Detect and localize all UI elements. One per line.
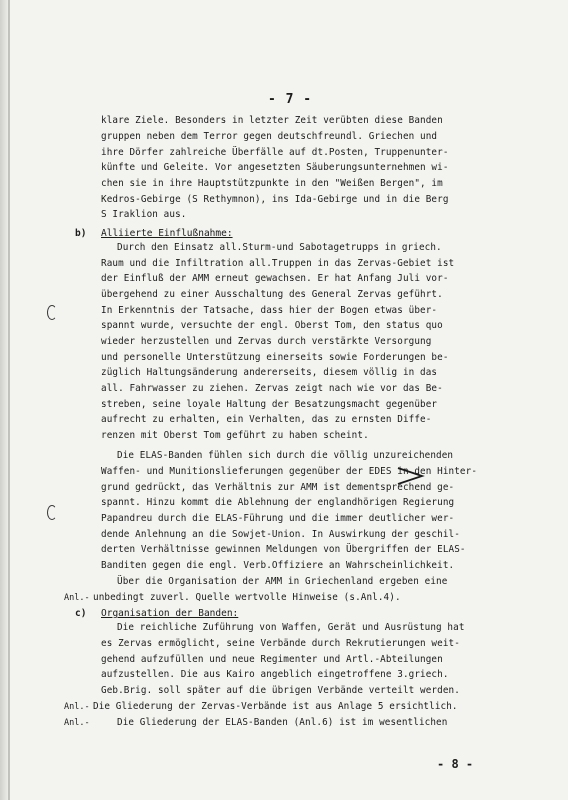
section-heading: Alliierte Einflußnahme: xyxy=(101,228,233,239)
text-line: Raum und die Infiltration all.Truppen in das Zervas-Gebiet ist xyxy=(101,258,455,269)
text-line: all. Fahrwasser zu ziehen. Zervas zeigt nach wie vor das Be- xyxy=(101,383,443,394)
text-line: unbedingt zuverl. Quelle wertvolle Hinweise (s.Anl.4). xyxy=(93,592,401,603)
text-line: aufrecht zu erhalten, ein Verhalten, das zu ernsten Diffe- xyxy=(101,414,432,425)
text-line: Geb.Brig. soll später auf die übrigen Verbände verteilt werden. xyxy=(101,685,460,696)
text-line: spannt wurde, versuchte der engl. Oberst Tom, den status quo xyxy=(101,320,443,331)
text-line: Die reichliche Zuführung von Waffen, Gerät und Ausrüstung hat xyxy=(117,622,465,633)
text-line: übergehend zu einer Ausschaltung des General Zervas geführt. xyxy=(101,289,443,300)
text-line: In Erkenntnis der Tatsache, dass hier der Bogen etwas über- xyxy=(101,305,438,316)
text-line: ihre Dörfer zahlreiche Überfälle auf dt.Posten, Truppenunter- xyxy=(101,147,449,158)
text-line: züglich Haltungsänderung andererseits, diesem völlig in das xyxy=(101,367,438,378)
section-label: b) xyxy=(75,228,87,239)
text-line: Über die Organisation der AMM in Griechenland ergeben eine xyxy=(117,576,448,587)
text-line: gruppen neben dem Terror gegen deutschfreundl. Griechen und xyxy=(101,131,438,142)
text-line: gehend aufzufüllen und neue Regimenter und Artl.-Abteilungen xyxy=(101,654,443,665)
margin-annex-ref: Anl.- xyxy=(64,593,90,603)
text-line: wieder herzustellen und Zervas durch verstärkte Versorgung xyxy=(101,336,432,347)
margin-annex-ref: Anl.- xyxy=(64,702,90,712)
text-line: Waffen- und Munitionslieferungen gegenüber der EDES in den Hinter- xyxy=(101,466,478,477)
margin-annex-ref: Anl.- xyxy=(64,718,90,728)
text-line: streben, seine loyale Haltung der Besatzungsmacht gegenüber xyxy=(101,399,438,410)
text-line: Die Gliederung der ELAS-Banden (Anl.6) ist im wesentlichen xyxy=(117,717,448,728)
text-line: Kedros-Gebirge (S Rethymnon), ins Ida-Gebirge und in die Berg xyxy=(101,194,449,205)
text-line: Papandreu durch die ELAS-Führung und die immer deutlicher wer- xyxy=(101,513,455,524)
text-line: dende Anlehnung an die Sowjet-Union. In Auswirkung der geschil- xyxy=(101,529,460,540)
text-line: chen sie in ihre Hauptstützpunkte in den "Weißen Bergen", im xyxy=(101,178,443,189)
text-line: S Iraklion aus. xyxy=(101,209,187,220)
text-line: aufzustellen. Die aus Kairo angeblich eingetroffene 3.griech. xyxy=(101,669,449,680)
text-line: und personelle Unterstützung einerseits sowie Forderungen be- xyxy=(101,352,449,363)
text-line: der Einfluß der AMM erneut gewachsen. Er hat Anfang Juli vor- xyxy=(101,273,449,284)
page-number-top: - 7 - xyxy=(268,92,313,107)
text-line: Banditen gegen die engl. Verb.Offiziere an Wahrscheinlichkeit. xyxy=(101,560,455,571)
text-line: spannt. Hinzu kommt die Ablehnung der englandhörigen Regierung xyxy=(101,497,455,508)
section-heading: Organisation der Banden: xyxy=(101,608,239,619)
text-line: es Zervas ermöglicht, seine Verbände durch Rekrutierungen weit- xyxy=(101,638,460,649)
page-number-bottom: - 8 - xyxy=(437,757,474,771)
text-line: renzen mit Oberst Tom geführt zu haben scheint. xyxy=(101,430,369,441)
text-line: Die Gliederung der Zervas-Verbände ist aus Anlage 5 ersichtlich. xyxy=(93,701,458,712)
section-label: c) xyxy=(75,608,87,619)
text-line: Durch den Einsatz all.Sturm-und Sabotagetrupps in griech. xyxy=(117,242,442,253)
text-line: derten Verhältnisse gewinnen Meldungen von Übergriffen der ELAS- xyxy=(101,544,466,555)
text-line: klare Ziele. Besonders in letzter Zeit verübten diese Banden xyxy=(101,115,443,126)
text-line: künfte und Geleite. Vor angesetzten Säuberungsunternehmen wi- xyxy=(101,162,449,173)
text-line: grund gedrückt, das Verhältnis zur AMM ist dementsprechend ge- xyxy=(101,482,455,493)
text-line: Die ELAS-Banden fühlen sich durch die völlig unzureichenden xyxy=(117,450,454,461)
